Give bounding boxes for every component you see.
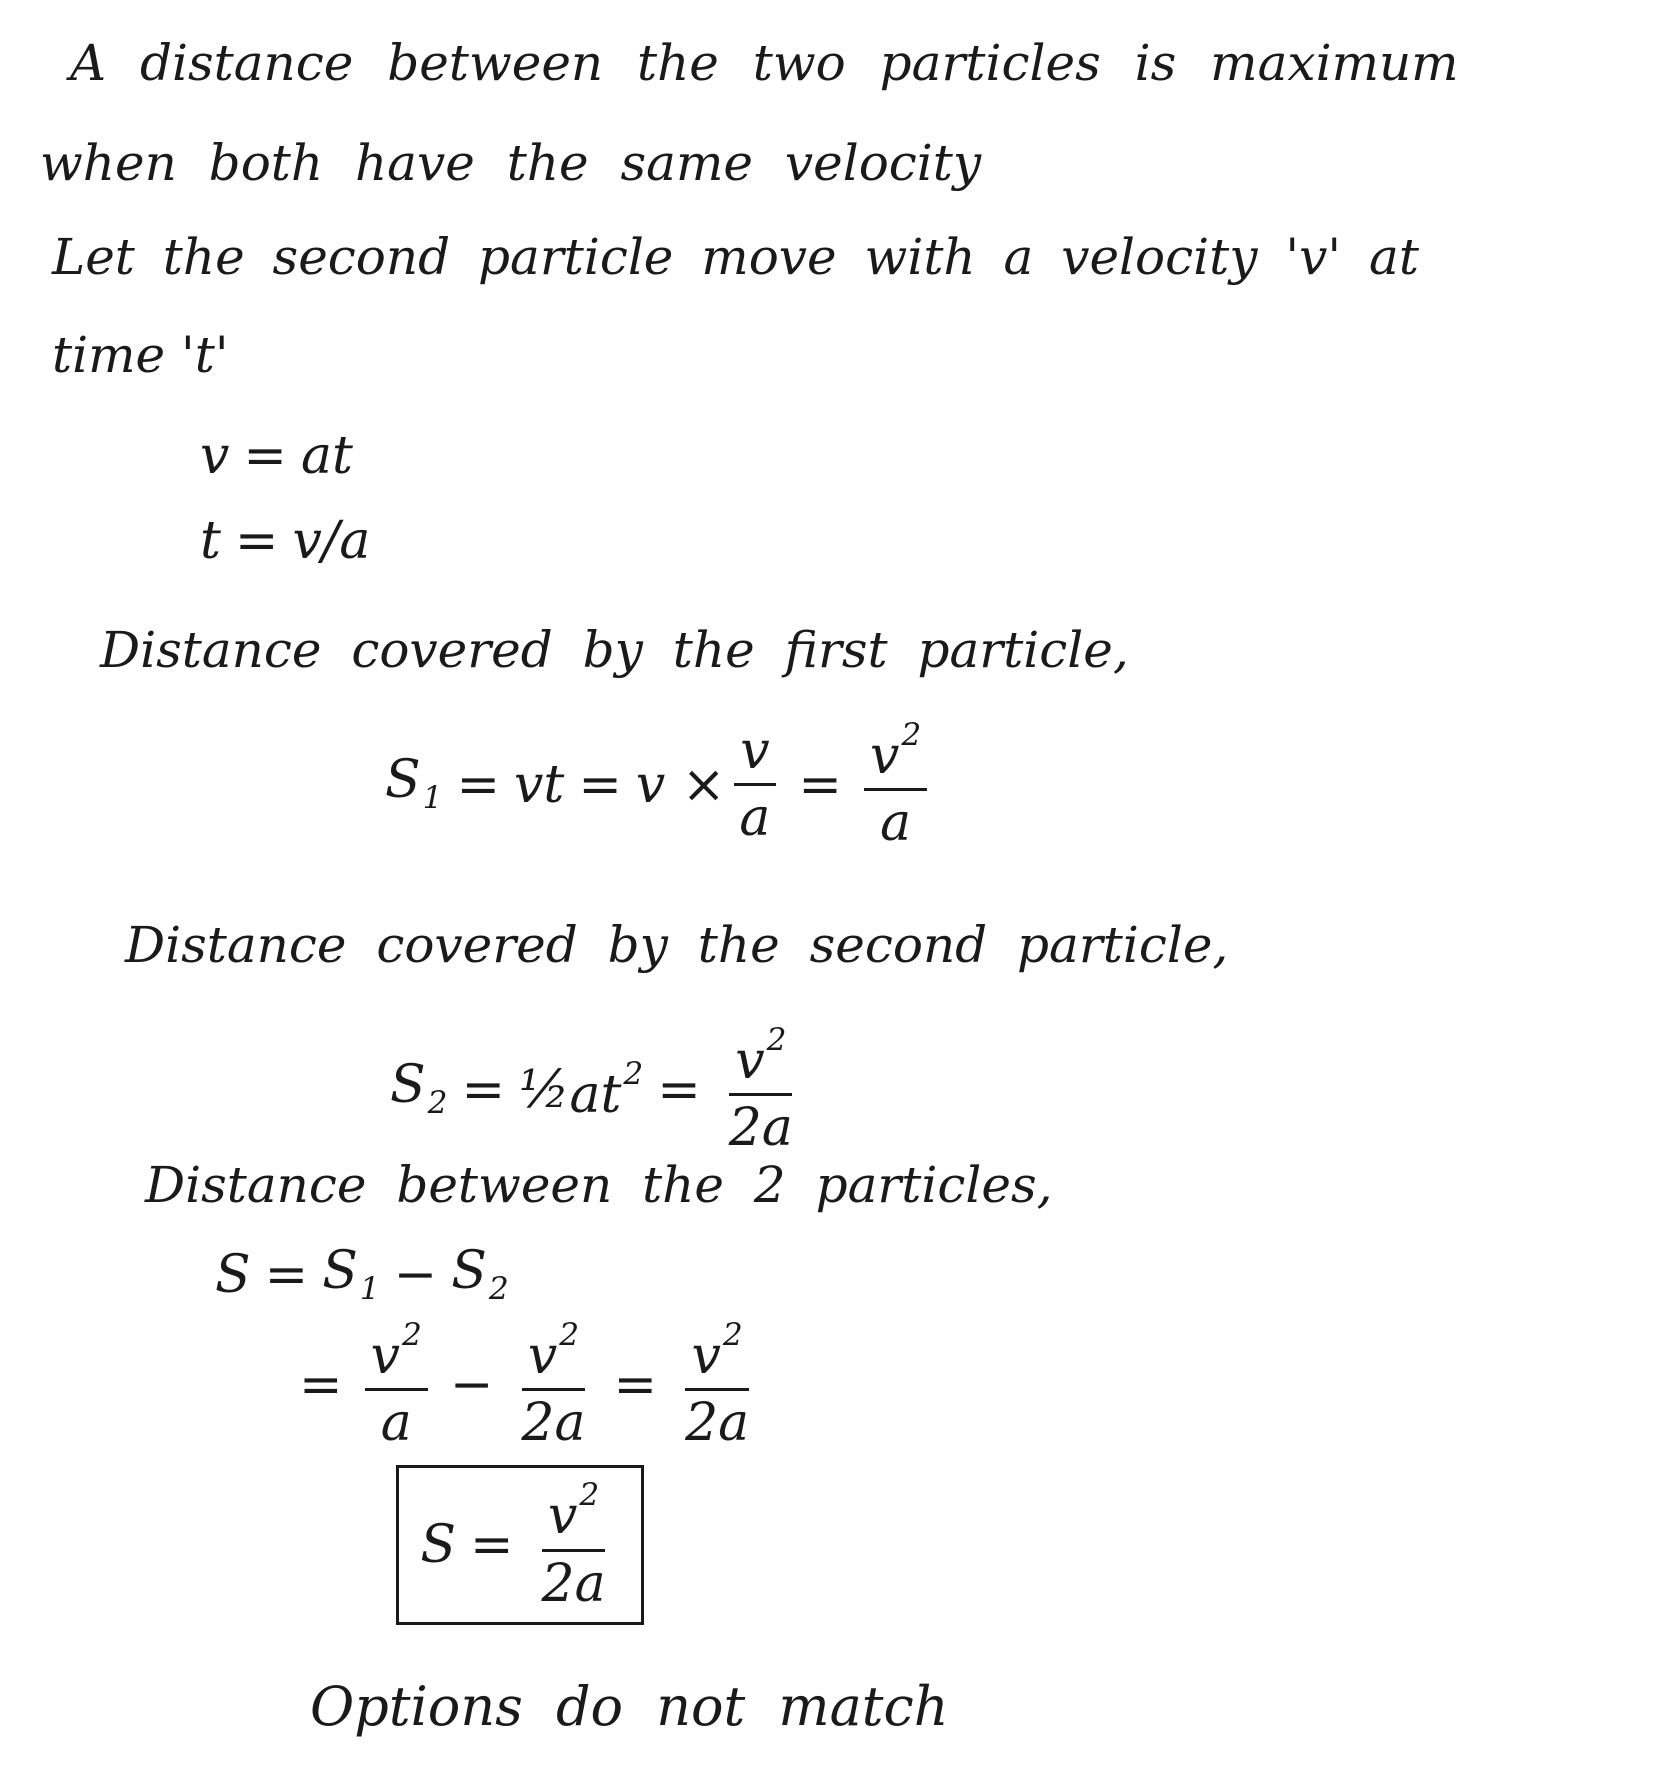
time-lhs: t	[200, 511, 221, 571]
expand-fraction-1: $\frac{v^2}{a}$	[365, 1320, 428, 1449]
intro-line-3: Let the second particle move with a velocity 'v' at	[52, 228, 1419, 286]
s1-term2: v ×	[635, 754, 726, 815]
first-particle-heading: Distance covered by the first particle,	[100, 621, 1129, 679]
equals-sign: =	[461, 1059, 506, 1120]
final-answer	[420, 1477, 619, 1614]
intro-line-4: time 't'	[52, 326, 229, 384]
diff-s2: $S_2$	[451, 1241, 509, 1307]
final-fraction: $\frac{v^2}{2a}$	[541, 1477, 606, 1614]
equals-sign: =	[234, 511, 279, 571]
equals-sign: =	[613, 1354, 658, 1415]
intro-line-2: when both have the same velocity	[40, 134, 982, 192]
equals-sign: =	[243, 426, 287, 486]
difference-equation	[215, 1241, 509, 1307]
s1-lhs: $S_1$	[385, 750, 443, 817]
minus-sign: −	[393, 1245, 438, 1306]
s1-equation	[385, 717, 935, 854]
s2-fraction: $\frac{v^2}{2a}$	[728, 1022, 793, 1159]
s2-term: $at^2$	[569, 1055, 644, 1125]
expand-fraction-2: $\frac{v^2}{2a}$	[521, 1317, 586, 1454]
velocity-lhs: v	[200, 426, 230, 486]
s2-lhs: $S_2$	[390, 1055, 448, 1122]
final-lhs: S	[420, 1514, 456, 1575]
equals-sign: =	[456, 754, 501, 815]
expansion-equation	[285, 1317, 763, 1454]
second-particle-heading: Distance covered by the second particle,	[125, 916, 1229, 974]
equals-sign: =	[657, 1059, 701, 1120]
s1-fraction-1: $\frac{v}{a}$	[733, 725, 776, 844]
velocity-rhs: at	[300, 426, 353, 486]
s2-half: ½	[519, 1059, 570, 1120]
between-heading: Distance between the 2 particles,	[145, 1156, 1053, 1214]
equals-sign: =	[578, 754, 622, 815]
expand-fraction-3: $\frac{v^2}{2a}$	[685, 1317, 750, 1454]
equals-sign: =	[798, 754, 842, 815]
s1-fraction-2: $\frac{v^2}{a}$	[864, 720, 927, 849]
s2-equation	[390, 1022, 807, 1159]
diff-lhs: S	[215, 1245, 251, 1306]
final-answer-box	[396, 1465, 644, 1625]
s1-term1: vt	[514, 754, 565, 815]
diff-s1: $S_1$	[322, 1241, 380, 1307]
time-equation	[200, 511, 371, 571]
velocity-equation	[200, 426, 353, 486]
time-rhs: v/a	[292, 511, 371, 571]
equals-sign: =	[469, 1514, 514, 1575]
equals-sign: =	[299, 1354, 343, 1415]
equals-sign: =	[264, 1245, 309, 1306]
conclusion-text: Options do not match	[310, 1675, 949, 1738]
intro-line-1: A distance between the two particles is maximum	[70, 34, 1459, 92]
minus-sign: −	[449, 1354, 494, 1415]
